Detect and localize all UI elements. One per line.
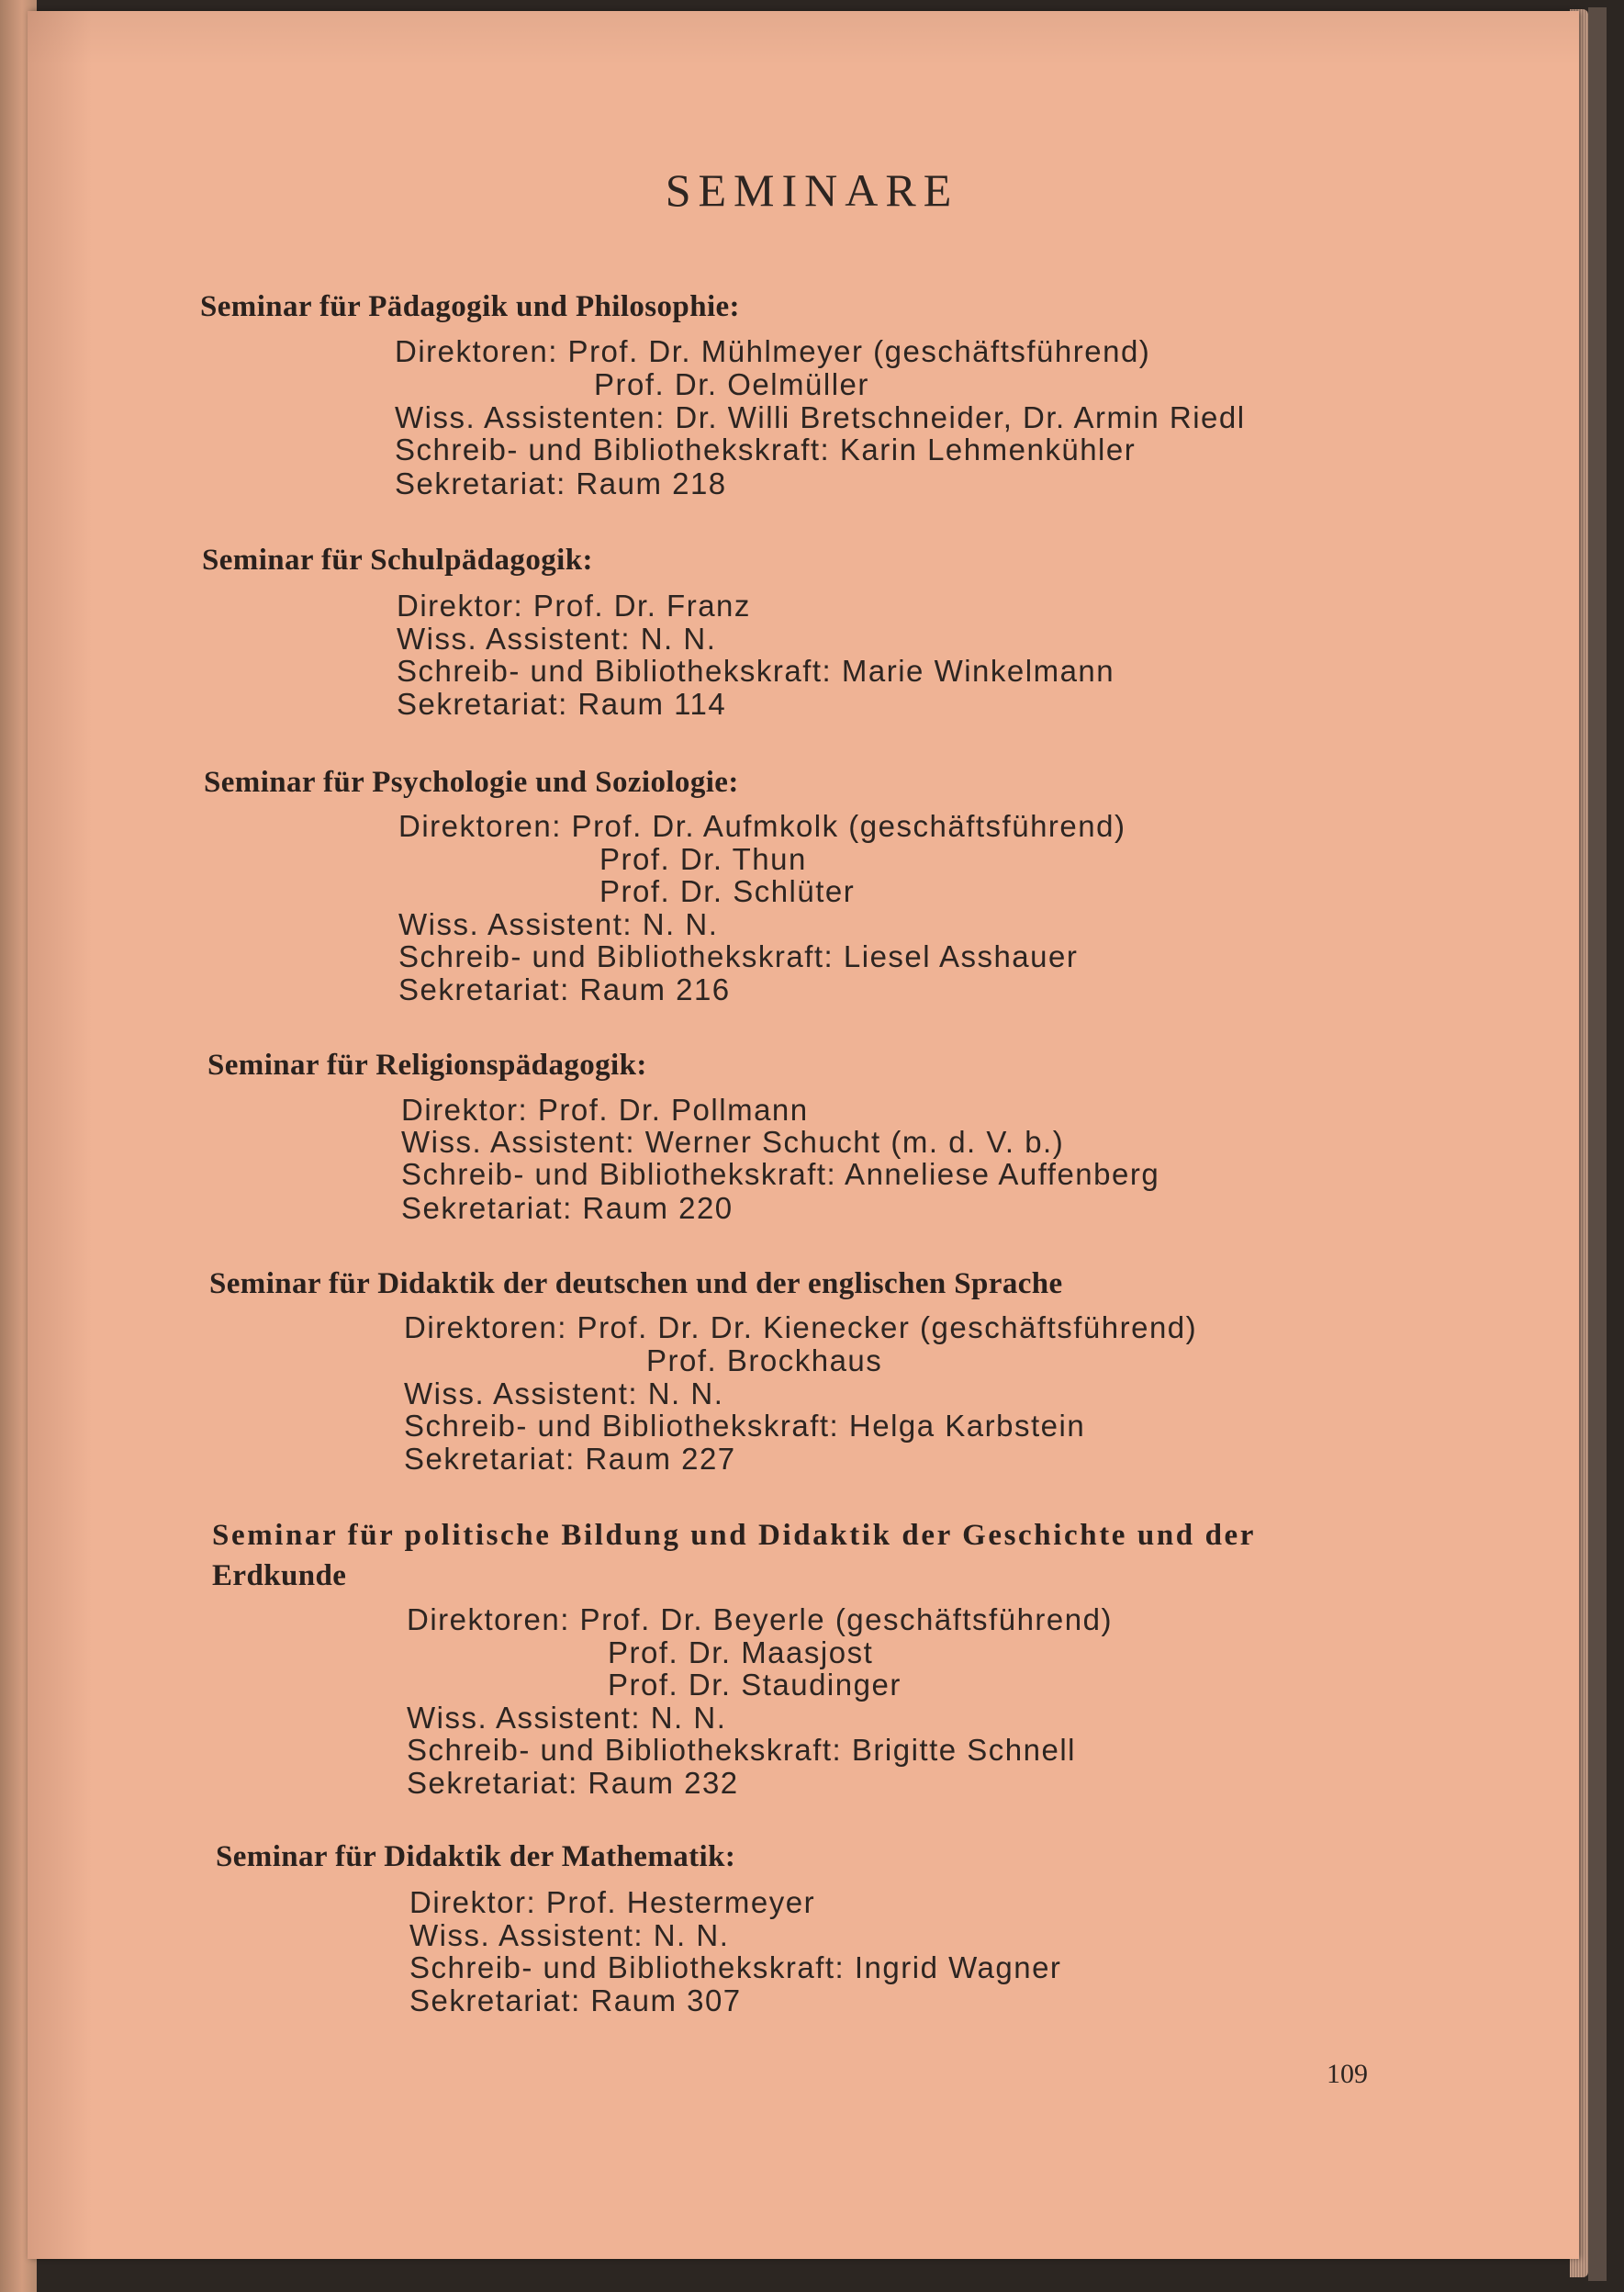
section-heading-psychologie-soziologie: Seminar für Psychologie und Soziologie: <box>204 766 739 799</box>
section-line: Direktor: Prof. Hestermeyer <box>409 1885 816 1919</box>
section-line: Direktoren: Prof. Dr. Mühlmeyer (geschäftsführend) <box>395 334 1151 368</box>
section-line: Direktoren: Prof. Dr. Beyerle (geschäftsführend) <box>407 1602 1113 1636</box>
section-line: Schreib- und Bibliothekskraft: Brigitte Schnell <box>407 1733 1076 1767</box>
section-line: Direktor: Prof. Dr. Franz <box>397 589 751 623</box>
section-line: Prof. Dr. Oelmüller <box>594 367 869 401</box>
section-line: Schreib- und Bibliothekskraft: Anneliese Auffenberg <box>401 1157 1160 1191</box>
section-line: Sekretariat: Raum 232 <box>407 1766 739 1800</box>
section-line: Prof. Dr. Maasjost <box>608 1635 874 1669</box>
section-heading-politische-bildung: Seminar für politische Bildung und Didaktik der Geschichte und der <box>212 1519 1257 1552</box>
section-line: Sekretariat: Raum 227 <box>404 1442 736 1476</box>
section-heading-schulpaedagogik: Seminar für Schulpädagogik: <box>202 544 593 577</box>
page-stack-shadow <box>1588 7 1607 2281</box>
section-heading-continuation: Erdkunde <box>212 1559 347 1592</box>
section-line: Schreib- und Bibliothekskraft: Ingrid Wagner <box>409 1950 1062 1984</box>
page-title: SEMINARE <box>665 164 959 216</box>
section-line: Sekretariat: Raum 218 <box>395 466 727 500</box>
section-line: Direktoren: Prof. Dr. Dr. Kienecker (geschäftsführend) <box>404 1310 1198 1344</box>
section-line: Sekretariat: Raum 307 <box>409 1983 742 2017</box>
section-line: Prof. Dr. Schlüter <box>599 874 856 908</box>
section-line: Schreib- und Bibliothekskraft: Helga Karbstein <box>404 1409 1086 1443</box>
section-heading-didaktik-mathematik: Seminar für Didaktik der Mathematik: <box>216 1840 736 1873</box>
section-line: Schreib- und Bibliothekskraft: Karin Lehmenkühler <box>395 433 1137 466</box>
section-line: Wiss. Assistenten: Dr. Willi Bretschneider, Dr. Armin Riedl <box>395 400 1246 434</box>
section-heading-didaktik-sprache: Seminar für Didaktik der deutschen und der englischen Sprache <box>209 1267 1063 1300</box>
section-line: Sekretariat: Raum 220 <box>401 1191 734 1225</box>
section-line: Prof. Brockhaus <box>646 1343 883 1377</box>
section-line: Prof. Dr. Thun <box>599 842 807 876</box>
page-number: 109 <box>1327 2059 1368 2089</box>
section-line: Wiss. Assistent: N. N. <box>409 1918 730 1952</box>
section-line: Wiss. Assistent: N. N. <box>407 1701 727 1735</box>
section-line: Direktor: Prof. Dr. Pollmann <box>401 1093 809 1127</box>
section-line: Sekretariat: Raum 114 <box>397 687 727 721</box>
section-line: Schreib- und Bibliothekskraft: Liesel Asshauer <box>398 939 1079 973</box>
section-line: Wiss. Assistent: N. N. <box>397 622 717 656</box>
section-line: Wiss. Assistent: Werner Schucht (m. d. V. b.) <box>401 1125 1065 1159</box>
section-line: Direktoren: Prof. Dr. Aufmkolk (geschäftsführend) <box>398 809 1126 843</box>
section-heading-religionspaedagogik: Seminar für Religionspädagogik: <box>207 1049 647 1082</box>
section-line: Sekretariat: Raum 216 <box>398 972 731 1006</box>
section-heading-paedagogik-philosophie: Seminar für Pädagogik und Philosophie: <box>200 290 740 323</box>
section-line: Schreib- und Bibliothekskraft: Marie Winkelmann <box>397 654 1115 688</box>
section-line: Wiss. Assistent: N. N. <box>398 907 719 941</box>
section-line: Wiss. Assistent: N. N. <box>404 1376 724 1410</box>
section-line: Prof. Dr. Staudinger <box>608 1668 902 1702</box>
